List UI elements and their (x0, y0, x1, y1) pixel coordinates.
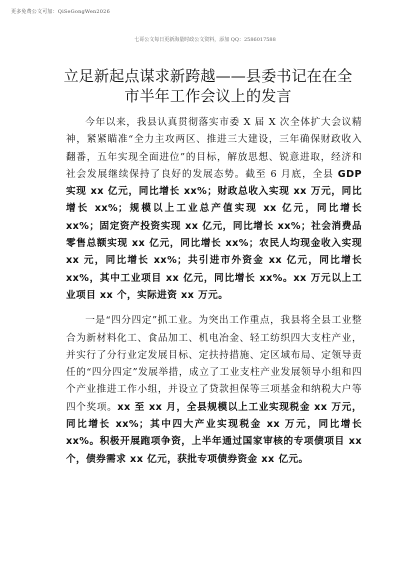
document-body (66, 114, 362, 468)
paragraph-intro (66, 114, 362, 304)
document-title: 立足新起点谋求新跨越——县委书记在在全市半年工作会议上的发言 (63, 67, 353, 105)
paragraph-intro-part1: 今年以来，我县认真贯彻落实市委 X 届 X 次全体扩大会议精神，紧紧瞄准“全力主攻两区、推进三大建设，三年确保财政收入翻番，五年实现全面进位”的目标，解放思想、锐意进取，经济和社会发展继续保持了良好的发展态势。截至 6 月底，全县 (66, 117, 362, 180)
sub-promo-note: 七哥公文每日更新海量时政公文资料，添加 QQ：2586017588 (134, 37, 276, 43)
paragraph-industry (66, 312, 362, 468)
top-promo-note: 更多免费公文可加：QiSeGongWen2026 (11, 9, 110, 15)
paragraph-intro-part2: GDP 实现 xx 亿元，同比增长 xx%；财政总收入实现 xx 万元，同比增长 xx%；规模以上工业总产值实现 xx 亿元，同比增长 xx%；固定资产投资实现 xx 亿元，同比增长 xx%；社会消费品零售总额实现 xx 亿元，同比增长 xx%；农民人均现金收入实现 xx 元，同比增长 xx%；共引进市外资金 xx 亿元，同比增长 xx%，其中工业项目 xx 亿元，同比增长 xx%。xx 万元以上工业项目 xx 个，实际进资 xx 万元。 (66, 168, 362, 301)
paragraph-industry-part2: xx 至 xx 月，全县规模以上工业实现税金 xx 万元，同比增长 xx%；其中四大产业实现税金 xx 万元，同比增长 xx%。积极开展跑项争资，上半年通过国家审核的专项债项目 xx 个，债券需求 xx 亿元，获批专项债券资金 xx 亿元。 (66, 401, 362, 465)
paragraph-industry-part1: 一是“四分四定”抓工业。为突出工作重点，我县将全县工业整合为新材料化工、食品加工、机电冶金、轻工纺织四大支柱产业，并实行了分行业定发展目标、定扶持措施、定区域布局、定领导责任的“四分四定”发展举措，成立了工业支柱产业发展领导小组和四个产业推进工作小组，并设立了贷款担保等三项基金和纳税大户等四个奖项。 (66, 315, 362, 413)
